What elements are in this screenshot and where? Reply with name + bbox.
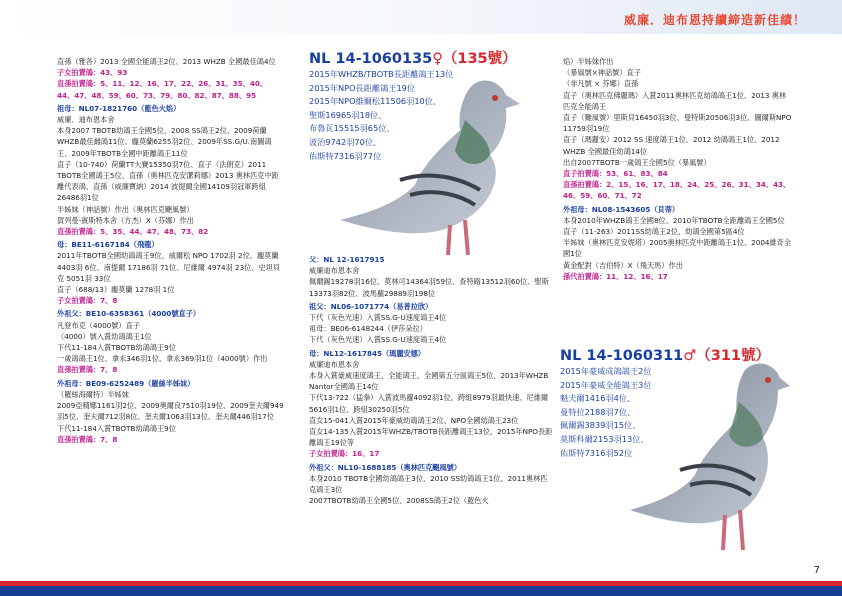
- pigeon-2-ring: NL 14-1060311: [560, 348, 684, 364]
- left-column-paragraph: 子女拍賣鴿：43、93: [57, 68, 128, 78]
- left-column-paragraph: 直孫拍賣鴿：5、11、12、16、17、22、26、31、35、40、44、47、48、59、60、73、79、80、82、87、88、95: [57, 79, 268, 100]
- middle-column-paragraph: 母：NL12-1617845（瑪麗安娜）: [309, 348, 426, 358]
- right-column-paragraph: 直子（瑪麗安）2012 SS 速度鴿王1位、2012 幼鴿鴿王1位、2012 WHZB 全國最佳幼鴿14位: [563, 135, 780, 156]
- left-column-paragraph: 直孫拍賣鴿：7、8: [57, 434, 118, 444]
- middle-column-paragraph: 祖母：BE06-6148244（伊莎朵拉）: [309, 324, 427, 334]
- middle-column-paragraph: 威廉迪布恩本舍: [309, 359, 360, 369]
- middle-column-paragraph: 2007TBOTB幼鴿王全國5位、2008SS鴿王2位（藍色火: [309, 496, 489, 506]
- pigeon2-achievement-line: 2015年豪威成鴿鴿王2位: [560, 366, 652, 376]
- right-column-paragraph: 出自2007TBOTB一歲鴿王全國5位（暴風號）: [563, 157, 711, 167]
- middle-column-paragraph: 佩爾錫19278羽16位、莫林可14364羽59位、查特路13512羽60位、聖斯13373羽82位、波馬蘿29889羽198位: [309, 277, 549, 298]
- left-column-paragraph: 直孫拍賣鴿：7、8: [57, 365, 118, 375]
- left-column-paragraph: 直孫拍賣鴿：5、35、44、47、48、73、82: [57, 227, 209, 237]
- middle-column-paragraph: 本身2010 TBOTB全國幼鴿鴿王3位、2010 SS幼鴿鴿王1位、2011奧林匹克鴿王3位: [309, 473, 548, 495]
- middle-column-paragraph: 外祖父：NL10-1688185（奧林匹克颶風號）: [309, 462, 462, 472]
- left-column-paragraph: 祖母：NL07-1821760（藍色火焰）: [57, 103, 181, 113]
- right-column-paragraph: 直孫拍賣鴿：2、15、16、17、18、24、25、26、31、34、43、46、59、60、71、72: [563, 180, 791, 201]
- middle-text-column: [309, 254, 553, 506]
- left-column-paragraph: 威廉．迪布恩本舍: [57, 115, 115, 125]
- right-text-column: [563, 56, 793, 282]
- pigeon-1-achievements: [309, 68, 553, 163]
- right-column-paragraph: 直子（11-263）2011SS幼鴿王2位、幼鴿全國第5區4位: [563, 227, 745, 237]
- left-text-column: [57, 56, 284, 445]
- pigeon1-achievement-line: 布魯瓦15515羽65位、: [309, 123, 395, 134]
- pigeon2-achievement-line: 佩爾錫3839羽15位、: [560, 420, 641, 431]
- right-column-paragraph: 外祖母：NL08-1543605（貝蒂）: [563, 204, 680, 214]
- pigeon1-achievement-line: 佑斯特7316羽77位: [309, 150, 382, 161]
- right-column-paragraph: 孫代拍賣鴿：11、12、16、17: [563, 271, 668, 281]
- middle-column-paragraph: 本身入賞豪威速度鴿王、全能鴿王、全國第五分區鴿王5位、2013年WHZB Nantor全國鴿王14位: [309, 371, 549, 392]
- pigeon-1-title: [309, 50, 553, 68]
- middle-column-paragraph: 父：NL 12-1617915: [309, 255, 385, 264]
- right-column-paragraph: 直子（奧林匹克佛麗瑪）入賞2011奧林匹克幼鴿鴿王1位、2013 奧林匹克全能鴿王: [563, 90, 787, 111]
- pigeon2-achievement-line: 2015年豪威全能鴿王3位: [560, 379, 652, 390]
- right-column-paragraph: （暴風號×神話號）直子: [563, 68, 641, 78]
- left-column-paragraph: 直孫（雅各）2013 全國全能鴿王2位、2013 WHZB 全國最佳鴿4位: [57, 57, 276, 66]
- middle-column-paragraph: 直女14-135入賞2015年WHZB/TBOTB長距離鴿王13位、2015年NPO長距離鴿王19位等: [309, 427, 553, 448]
- pigeon-1-header: [309, 50, 553, 163]
- pigeon2-achievement-line: 魁夫爾1416羽4位、: [560, 393, 636, 404]
- left-column-paragraph: 2011年TBOTB全國幼鴿鴿王9位、威爾松 NPO 1702羽 2位、龐莫蘭 4403羽 6位、南提爾 17186羽 71位、尼維爾 4974羽 23位、史坦貝克 5051羽 33位: [57, 251, 281, 283]
- middle-column-paragraph: 下代（灰色光速）入賞SS.G-U速度鴿王4位: [309, 335, 447, 345]
- left-column-paragraph: 下代11-184入賞TBOTB幼鴿鴿王9位: [57, 423, 176, 433]
- middle-column-paragraph: 威廉迪布恩本舍: [309, 266, 360, 276]
- left-column-paragraph: 2009亞精娜1161羽2位、2009奧爾良7510羽19位、2009奎夫爾949羽5位、奎夫爾712羽8位、奎夫爾1063羽13位、奎夫爾446羽17位: [57, 401, 284, 422]
- pigeon-1-ring: NL 14-1060135: [309, 51, 433, 67]
- right-column-paragraph: 直子（颱風號）里斯貝16450羽3位、曼特斯20506羽3位、圖爾斯NPO 11759羽19位: [563, 113, 792, 134]
- pigeon2-achievement-line: 莫斯科爾2153羽13位、: [560, 433, 649, 444]
- left-column-paragraph: 半姊妹（神話號）作出（奧林匹克颶風號）: [57, 204, 194, 214]
- pigeon-2-suffix: ♂（311號）: [683, 348, 771, 364]
- page-number: 7: [813, 565, 820, 576]
- pigeon1-achievement-line: 2015年NPO維爾松11506羽10位、: [309, 96, 442, 107]
- left-column-paragraph: 外祖父：BE10-6358361（4000號直子）: [57, 309, 201, 319]
- pigeon1-achievement-line: 波治9742羽70位、: [309, 136, 382, 147]
- pigeon1-achievement-line: 2015年WHZB/TBOTB長距離鴿王13位: [309, 69, 454, 79]
- left-column-paragraph: 賀列曼-賓斯特本舍（方杰）X（芬娜）作出: [57, 215, 194, 225]
- right-column-paragraph: 焰）半姊妹作出: [563, 57, 614, 66]
- right-column-paragraph: （非凡號 × 芬娜）直孫: [563, 79, 639, 89]
- left-column-paragraph: 外祖母：BE09-6252489（羅絲半姊妹）: [57, 378, 195, 388]
- left-column-paragraph: 母：BE11-6167184（飛龍）: [57, 240, 159, 250]
- middle-column-paragraph: 下代（灰色光速）入賞SS.G-U速度鴿王4位: [309, 313, 447, 323]
- left-column-paragraph: 一歲鴿鴿王1位、拿永346羽1位、拿永369羽1位（4000號）作出: [57, 354, 268, 364]
- left-column-paragraph: （羅絲海爾特）半姊妹: [57, 389, 129, 399]
- middle-column-paragraph: 祖父：NL06-1071774（易普拉欣）: [309, 301, 433, 311]
- footer-blue-band: [0, 586, 842, 596]
- middle-column-paragraph: 直女15-041入賞2015年豪威幼鴿鴿王2位、NPO全國幼鴿王23位: [309, 415, 519, 425]
- middle-column-paragraph: 子女拍賣鴿：16、17: [309, 449, 380, 459]
- right-column-paragraph: 黃金配對（吉伯特）X（飛天馬）作出: [563, 260, 683, 270]
- left-column-paragraph: 直子（10-740）荷蘭TT大賽15350羽7位、直子（法朗克）2011 TBOTB全國鴿王5位、直孫（奧林匹克安潔莉娜）2013 奧林匹克中距離代表鴿、直孫（威廉寶納）2014 波提爾全國14109羽冠軍跨組26486羽1位: [57, 159, 279, 203]
- left-column-paragraph: 下代11-184入賞TBOTB幼鴿鴿王9位: [57, 343, 176, 353]
- middle-column-paragraph: 下代13-722（猛拳）入賞波馬蘿4092羽1位，跨組8979羽最快速、尼維爾5616羽1位、跨組30250羽5位: [309, 393, 549, 414]
- left-column-paragraph: 子女拍賣鴿：7、8: [57, 296, 118, 306]
- pigeon2-achievement-line: 佑斯特7316羽52位: [560, 447, 633, 458]
- left-column-paragraph: 凡登布克（4000號）直子: [57, 320, 140, 330]
- header-slogan: 威廉．迪布恩持續締造新佳績！: [623, 13, 806, 27]
- right-column-paragraph: 半姊妹（奧林匹克安妮塔）2005奧林匹克中距離鴿王1位、2004維奇全國1位: [563, 238, 792, 259]
- pigeon2-achievement-line: 曼特拉2188羽7位、: [560, 406, 636, 417]
- pigeon1-achievement-line: 2015年NPO長距離鴿王19位: [309, 82, 416, 93]
- pigeon1-achievement-line: 聖斯16965羽18位、: [309, 109, 387, 120]
- right-column-paragraph: 本身2010年WHZB鴿王全國8位、2010年TBOTB全距離鴿王全國5位: [563, 215, 785, 225]
- right-column-paragraph: 直子拍賣鴿：53、61、83、84: [563, 169, 668, 179]
- left-column-paragraph: 本身2007 TBOTB幼鴿王全國5位、2008 SS鴿王2位、2009荷蘭WHZB最佳雌鴿11位、龐莫蘭6255羽2位、2009年SS.G/U.南圖鴿王、2009年TBOTB全國中距離鴿王11位: [57, 126, 272, 158]
- left-column-paragraph: （4000）號入賞幼鴿鴿王1位: [57, 331, 152, 341]
- left-column-paragraph: 直子（688/13）龐莫蘭 1278羽 1位: [57, 285, 175, 295]
- pigeon-cock-photo: [625, 350, 790, 560]
- pigeon-1-suffix: ♀（135號）: [432, 51, 517, 67]
